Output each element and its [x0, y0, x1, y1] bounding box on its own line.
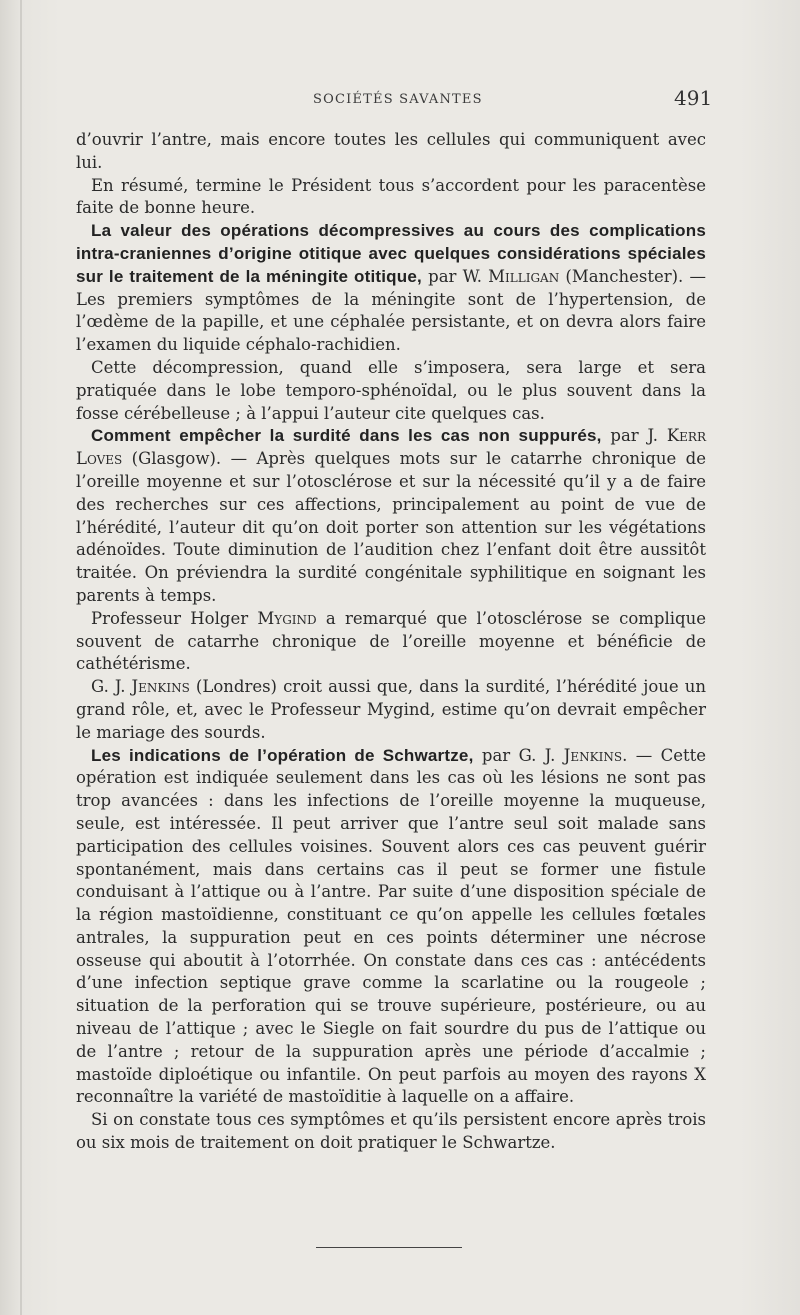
end-rule: [316, 1247, 462, 1248]
author-name: Jenkins: [131, 677, 190, 697]
text-run: Si on constate tous ces symptômes et qu’ils persistent encore après trois ou six mois de traitement on doit pratiquer le Schwartze.: [76, 1110, 706, 1153]
body-text: [76, 129, 706, 1155]
paragraph: [76, 220, 706, 357]
text-run: En résumé, termine le Président tous s’accordent pour les paracentèse faite de bonne heure.: [76, 175, 706, 218]
paragraph: [76, 175, 706, 221]
text-run: G. J.: [91, 677, 132, 697]
author-name: Kerr Loves: [76, 426, 707, 469]
text-run: Professeur Holger: [91, 608, 258, 628]
text-run: Cette décompression, quand elle s’imposera, sera large et sera pratiquée dans le lobe temporo-sphénoïdal, ou le plus souvent dans la fosse cérébelleuse ; à l’appui l’auteur cite quelques cas.: [76, 357, 706, 423]
text-run: par J.: [601, 426, 667, 446]
section-heading: Les indications de l’opération de Schwartze,: [91, 745, 474, 765]
page-header: [0, 84, 800, 114]
text-run: par W.: [421, 266, 489, 286]
section-heading: La valeur des opérations décompressives au cours des complications intra-craniennes d’origine otitique avec quelques considérations spéciales sur le traitement de la méningite otitique,: [76, 221, 706, 286]
text-run: . — Cette opération est indiquée seulement dans les cas où les lésions ne sont pas trop avancées : dans les infections de l’oreille moyenne la muqueuse, seule, est intéressée. Il peut arriver que l’antre seul soit malade sans participation des cellules voisines. Souvent alors ces cas peuvent guérir spontanément, mais dans certains cas il peut se former une fistule conduisant à l’attique ou à l’antre. Par suite d’une disposition spéciale de la région mastoïdienne, constituant ce qu’on appelle les cellules fœtales antrales, la suppuration peut en ces points déterminer une nécrose osseuse qui aboutit à l’otorrhée. On constate dans ces cas : antécédents d’une infection septique grave comme la scarlatine ou la rougeole ; situation de la perforation qui se trouve supérieure, postérieure, ou au niveau de l’attique ; avec le Siegle on fait sourdre du pus de l’attique ou de l’antre ; retour de la suppuration après une période d’accalmie ; mastoïde diploétique ou infantile. On peut parfois au moyen des rayons X reconnaître la variété de mastoïditie à laquelle on a affaire.: [76, 745, 706, 1107]
running-head: SOCIÉTÉS SAVANTES: [313, 92, 483, 107]
paragraph: [76, 676, 706, 744]
text-run: a remarqué que l’otosclérose se complique souvent de catarrhe chronique de l’oreille moyenne et bénéficie de cathétérisme.: [76, 608, 706, 674]
text-run: d’ouvrir l’antre, mais encore toutes les cellules qui communiquent avec lui.: [76, 130, 706, 172]
paragraph: [76, 129, 706, 175]
text-run: par G. J.: [473, 745, 564, 765]
section-heading: Comment empêcher la surdité dans les cas non suppurés,: [91, 426, 602, 446]
author-name: Milligan: [488, 266, 560, 286]
paragraph: [76, 357, 706, 425]
author-name: Jenkins: [563, 745, 623, 765]
page-gutter-edge: [20, 0, 22, 1315]
paragraph: [76, 745, 706, 1110]
author-name: Mygind: [257, 608, 317, 628]
text-run: (Londres) croit aussi que, dans la surdité, l’hérédité joue un grand rôle, et, avec le Professeur Mygind, estime qu’on devrait empêcher le mariage des sourds.: [76, 677, 706, 742]
text-run: (Glasgow). — Après quelques mots sur le catarrhe chronique de l’oreille moyenne et sur l’otosclérose et sur la nécessité qu’il y a de faire des recherches sur ces affections, principalement au point de vue de l’hérédité, l’auteur dit qu’on doit porter son attention sur les végétations adénoïdes. Toute diminution de l’audition chez l’enfant doit être aussitôt traitée. On préviendra la surdité congénitale syphilitique en soignant les parents à temps.: [76, 449, 706, 605]
page-number: 491: [674, 86, 713, 110]
paragraph: [76, 1109, 706, 1155]
text-run: (Manchester). — Les premiers symptômes de la méningite sont de l’hypertension, de l’œdème de la papille, et une céphalée persistante, et on devra alors faire l’examen du liquide céphalo-rachidien.: [76, 266, 706, 355]
paragraph: [76, 608, 706, 676]
paragraph: [76, 425, 706, 607]
